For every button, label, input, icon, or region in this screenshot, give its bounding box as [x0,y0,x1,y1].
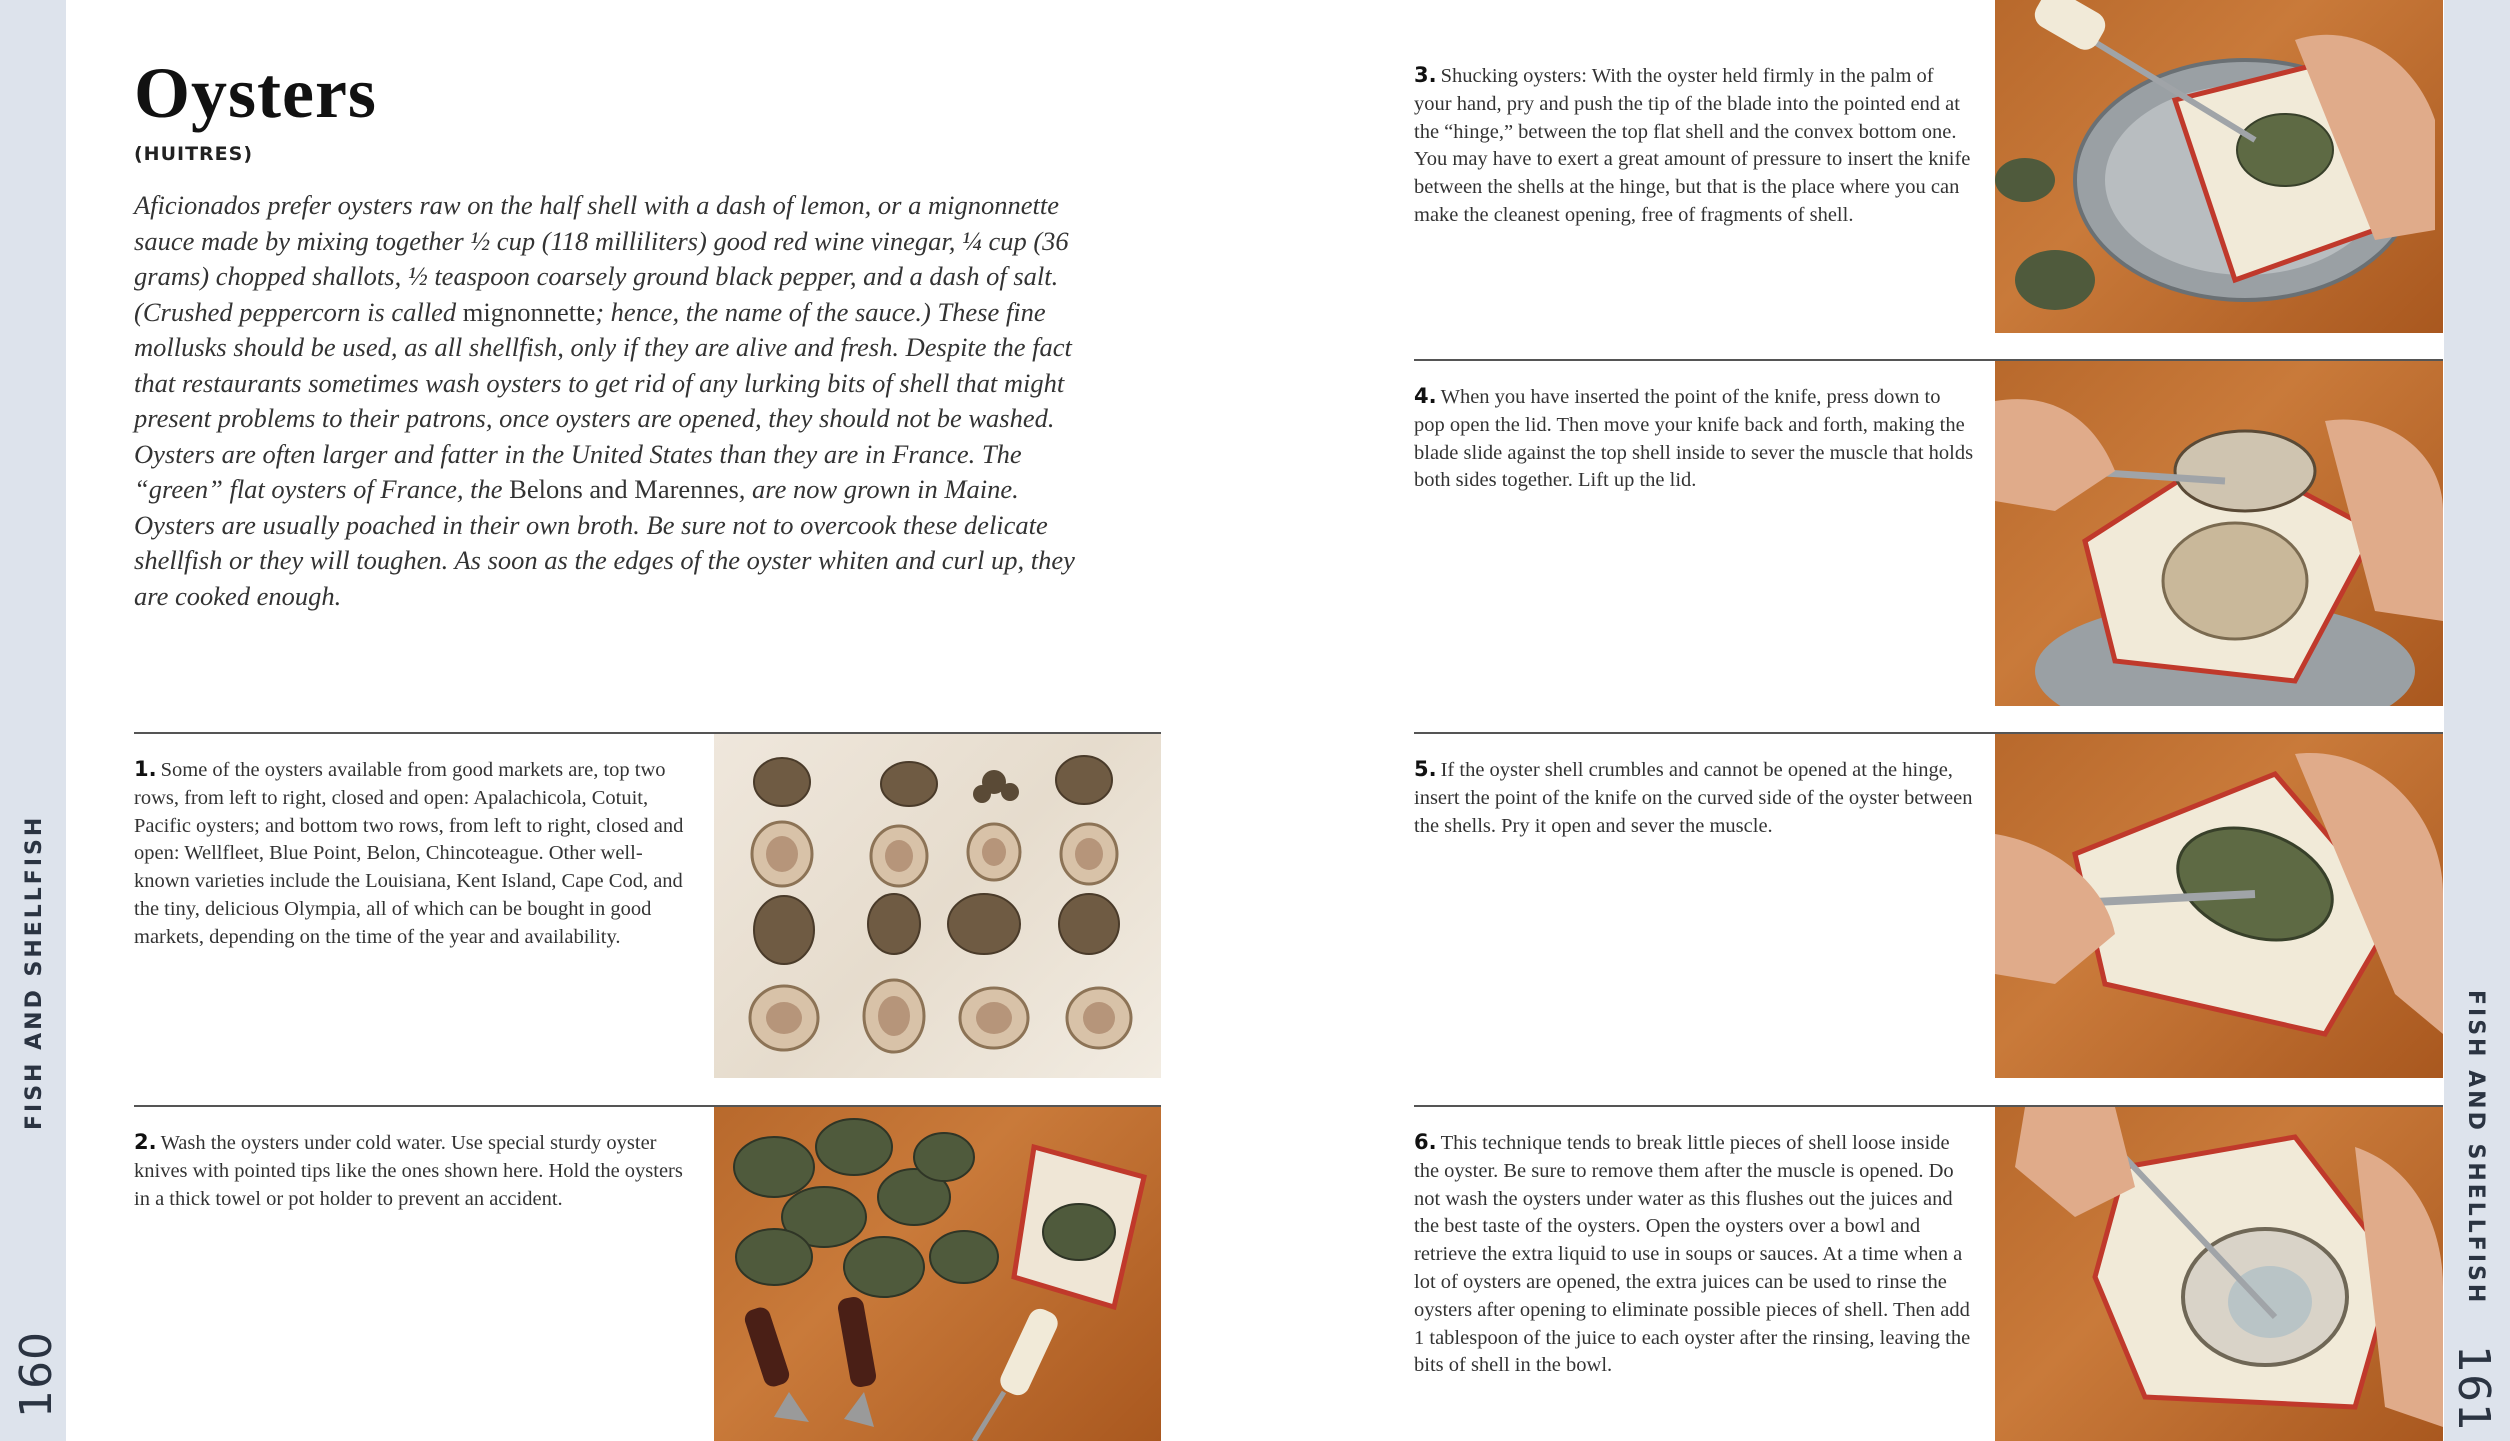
page-title: Oysters [134,53,377,133]
section-label-left: FISH AND SHELLFISH [22,814,47,1130]
intro-text-2: ; hence, the name of the sauce.) These fine mollusks should be used, as all shellfish, only if they are alive and fresh. Despite the fact that restaurants sometimes wash oysters to get rid of any lurking bits of shell that might present problems to their patrons, once oysters are opened, they should not be washed. Oysters are often larger and fatter in the United States than they are in France. The “green” flat oysters of France, the [134,296,1072,504]
section-label-right: FISH AND SHELLFISH [2463,990,2488,1306]
step-4-number: 4. [1414,384,1437,408]
step-3 [1414,62,1974,230]
page-number-left: 160 [11,1331,62,1418]
oyster-varieties-photo [714,734,1161,1078]
step-2-number: 2. [134,1130,157,1154]
step-4 [1414,383,1974,495]
curved-side-illustration [1995,734,2443,1078]
step-6 [1414,1129,1974,1380]
step-1 [134,756,686,952]
intro-text-3: , are now grown in Maine. Oysters are usually poached in their own broth. Be sure not to overcook these delicate shellfish or they will toughen. As soon as the edges of the oyster whiten and curl up, they are cooked enough. [134,474,1075,611]
step-2-text: Wash the oysters under cold water. Use special sturdy oyster knives with pointed tips like the ones shown here. Hold the oysters in a thick towel or pot holder to prevent an accident. [134,1132,683,1210]
step-3-number: 3. [1414,63,1437,87]
step-5 [1414,756,1974,840]
oysters-and-knives-illustration [714,1107,1161,1441]
page-number-right: 161 [2448,1345,2499,1432]
intro-paragraph [134,188,1094,614]
step-3-text: Shucking oysters: With the oyster held firmly in the palm of your hand, pry and push the tip of the blade into the pointed end at the “hinge,” between the top flat shell and the convex bottom one. You may have to exert a great amount of pressure to insert the knife between the shells at the hinge, but that is the place where you can make the cleanest opening, free of fragments of shell. [1414,65,1971,226]
removing-shell-bits-illustration [1995,1107,2443,1441]
oyster-knives-photo [714,1107,1161,1441]
step-5-number: 5. [1414,757,1437,781]
step-5-text: If the oyster shell crumbles and cannot be opened at the hinge, insert the point of the knife on the curved side of the oyster between the shells. Pry it open and sever the muscle. [1414,759,1973,837]
shucking-hinge-photo [1995,0,2443,333]
removing-shell-bits-photo [1995,1107,2443,1441]
step-1-number: 1. [134,757,157,781]
intro-term-mignonnette: mignonnette [462,296,596,327]
intro-text-1: Aficionados prefer oysters raw on the half shell with a dash of lemon, or a mignonnette sauce made by mixing together ½ cup (118 milliliters) good red wine vinegar, ¼ cup (36 grams) chopped shallots, ½ teaspoon coarsely ground black pepper, and a dash of salt. (Crushed peppercorn is called [134,190,1069,327]
popping-lid-illustration [1995,361,2443,706]
page-subtitle: (HUITRES) [134,143,254,165]
step-1-text: Some of the oysters available from good markets are, top two rows, from left to right, closed and open: Apalachicola, Cotuit, Pacific oysters; and bottom two rows, from left to right, closed and open: Wellfleet, Blue Point, Belon, Chincoteague. Other well-known varieties include the Louisiana, Kent Island, Cape Cod, and the tiny, delicious Olympia, all of which can be bought in good markets, depending on the time of the year and availability. [134,759,684,948]
step-2 [134,1129,686,1213]
curved-side-photo [1995,734,2443,1078]
right-page-margin [2444,0,2510,1441]
step-6-number: 6. [1414,1130,1437,1154]
oyster-grid-illustration [714,734,1161,1078]
popping-lid-photo [1995,361,2443,706]
step-4-text: When you have inserted the point of the knife, press down to pop open the lid. Then move your knife back and forth, making the blade slide against the top shell inside to sever the muscle that holds both sides together. Lift up the lid. [1414,386,1974,492]
left-page-margin [0,0,66,1441]
intro-term-belons: Belons and Marennes [509,474,739,504]
shucking-hinge-illustration [1995,0,2443,333]
step-6-text: This technique tends to break little pieces of shell loose inside the oyster. Be sure to remove them after the muscle is opened. Do not wash the oysters under water as this flushes out the juices and the best taste of the oysters. Open the oysters over a bowl and retrieve the extra liquid to use in soups or sauces. At a time when a lot of oysters are opened, the extra juices can be used to rinse the oysters after opening to eliminate possible pieces of shell. Then add 1 tablespoon of the juice to each oyster after the rinsing, leaving the bits of shell in the bowl. [1414,1132,1971,1377]
